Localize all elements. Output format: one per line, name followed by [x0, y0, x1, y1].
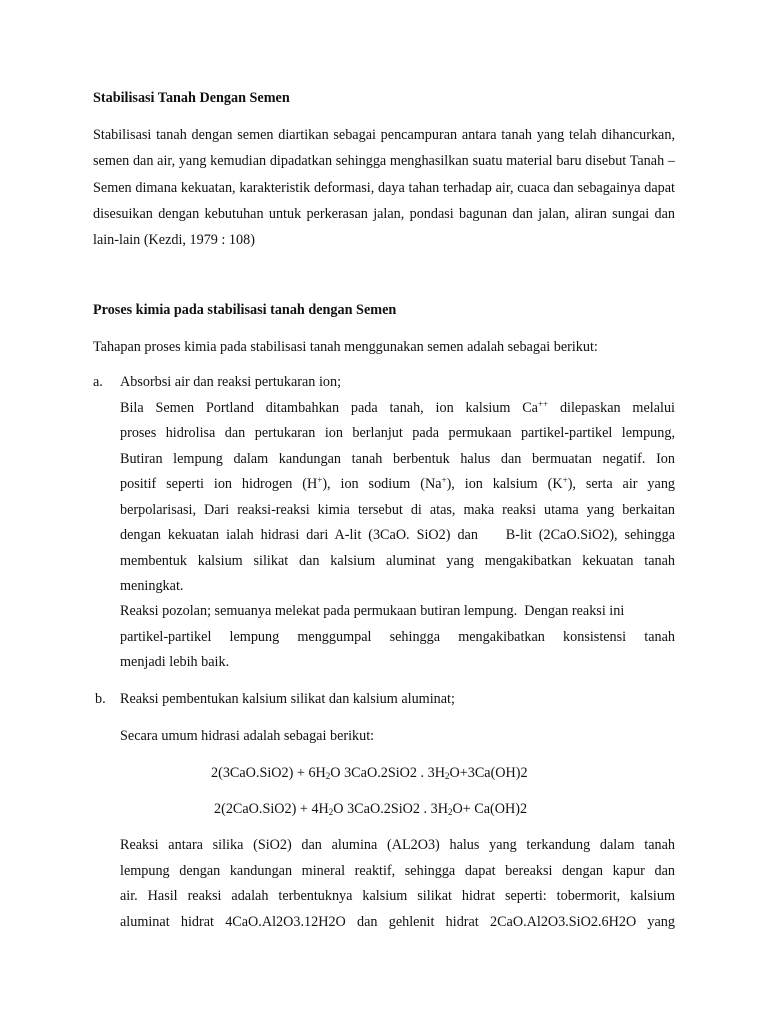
item-a-line: berpolarisasi, Dari reaksi-reaksi kimia tersebut di atas, maka reaksi utama yang berkaitan: [120, 502, 675, 518]
section-title-stabilisasi: Stabilisasi Tanah Dengan Semen: [93, 90, 290, 106]
intro-text: Tahapan proses kimia pada stabilisasi tanah menggunakan semen adalah sebagai berikut:: [93, 339, 598, 355]
paragraph-definition: Stabilisasi tanah dengan semen diartikan sebagai pencampuran antara tanah yang telah dihancurkan, semen dan air, yang kemudian dipadatkan sehingga menghasilkan suatu material baru disebut Tanah – Semen dimana kekuatan, karakteristik deformasi, daya tahan terhadap air, cuaca dan sebagainya dapat disesuikan dengan kebutuhan untuk perkerasan jalan, pondasi bagunan dan jalan, aliran sungai dan lain-lain (Kezdi, 1979 : 108): [93, 127, 675, 249]
item-a-line: Bila Semen Portland ditambahkan pada tanah, ion kalsium Ca++ dilepaskan melalui: [120, 399, 675, 416]
item-a-line: dengan kekuatan ialah hidrasi dari A-lit (3CaO. SiO2) dan B-lit (2CaO.SiO2), sehingga: [120, 527, 675, 543]
equation-1: $2(3CaO.SiO2) + 6H_2O$ 3CaO.2SiO2 . $3H_2O+3Ca(OH)2$: [211, 765, 528, 781]
section-title-proses-kimia: Proses kimia pada stabilisasi tanah dengan Semen: [93, 302, 397, 318]
hydration-intro: Secara umum hidrasi adalah sebagai berikut:: [120, 728, 375, 744]
list-marker-a: a.: [93, 374, 103, 390]
item-b-line: aluminat hidrat 4CaO.Al2O3.12H2O dan gehlenit hidrat 2CaO.Al2O3.SiO2.6H2O yang: [120, 914, 675, 930]
item-a-line: partikel-partikel lempung menggumpal sehingga mengakibatkan konsistensi tanah: [120, 629, 675, 645]
equation-2: $2(2CaO.SiO2) + 4H_2O$ 3CaO.2SiO2 . $3H_2O+ Ca(OH)2$: [214, 801, 528, 817]
item-a-line: meningkat.: [120, 578, 184, 594]
item-b-line: air. Hasil reaksi adalah terbentuknya kalsium silikat hidrat seperti: tobermorit, kalsium: [120, 888, 675, 904]
item-b-line: lempung dengan kandungan mineral reaktif, sehingga dapat bereaksi dengan kapur dan: [120, 863, 675, 879]
item-a-line: Reaksi pozolan; semuanya melekat pada permukaan butiran lempung. Dengan reaksi ini: [120, 603, 625, 619]
item-b-line: Reaksi antara silika (SiO2) dan alumina (AL2O3) halus yang terkandung dalam tanah: [120, 837, 675, 853]
item-a-title: Absorbsi air dan reaksi pertukaran ion;: [120, 374, 342, 390]
item-b-title: Reaksi pembentukan kalsium silikat dan kalsium aluminat;: [120, 691, 455, 707]
item-a-line: Butiran lempung dalam kandungan tanah berbentuk halus dan bermuatan negatif. Ion: [120, 451, 675, 467]
item-a-line: menjadi lebih baik.: [120, 654, 230, 670]
item-a-line: membentuk kalsium silikat dan kalsium aluminat yang mengakibatkan kekuatan tanah: [120, 553, 675, 569]
list-marker-b: b.: [95, 691, 106, 707]
item-a-line: proses hidrolisa dan pertukaran ion berlanjut pada permukaan partikel-partikel lempung,: [120, 425, 675, 441]
item-a-line: positif seperti ion hidrogen (H+), ion sodium (Na+), ion kalsium (K+), serta air yang: [120, 475, 676, 492]
